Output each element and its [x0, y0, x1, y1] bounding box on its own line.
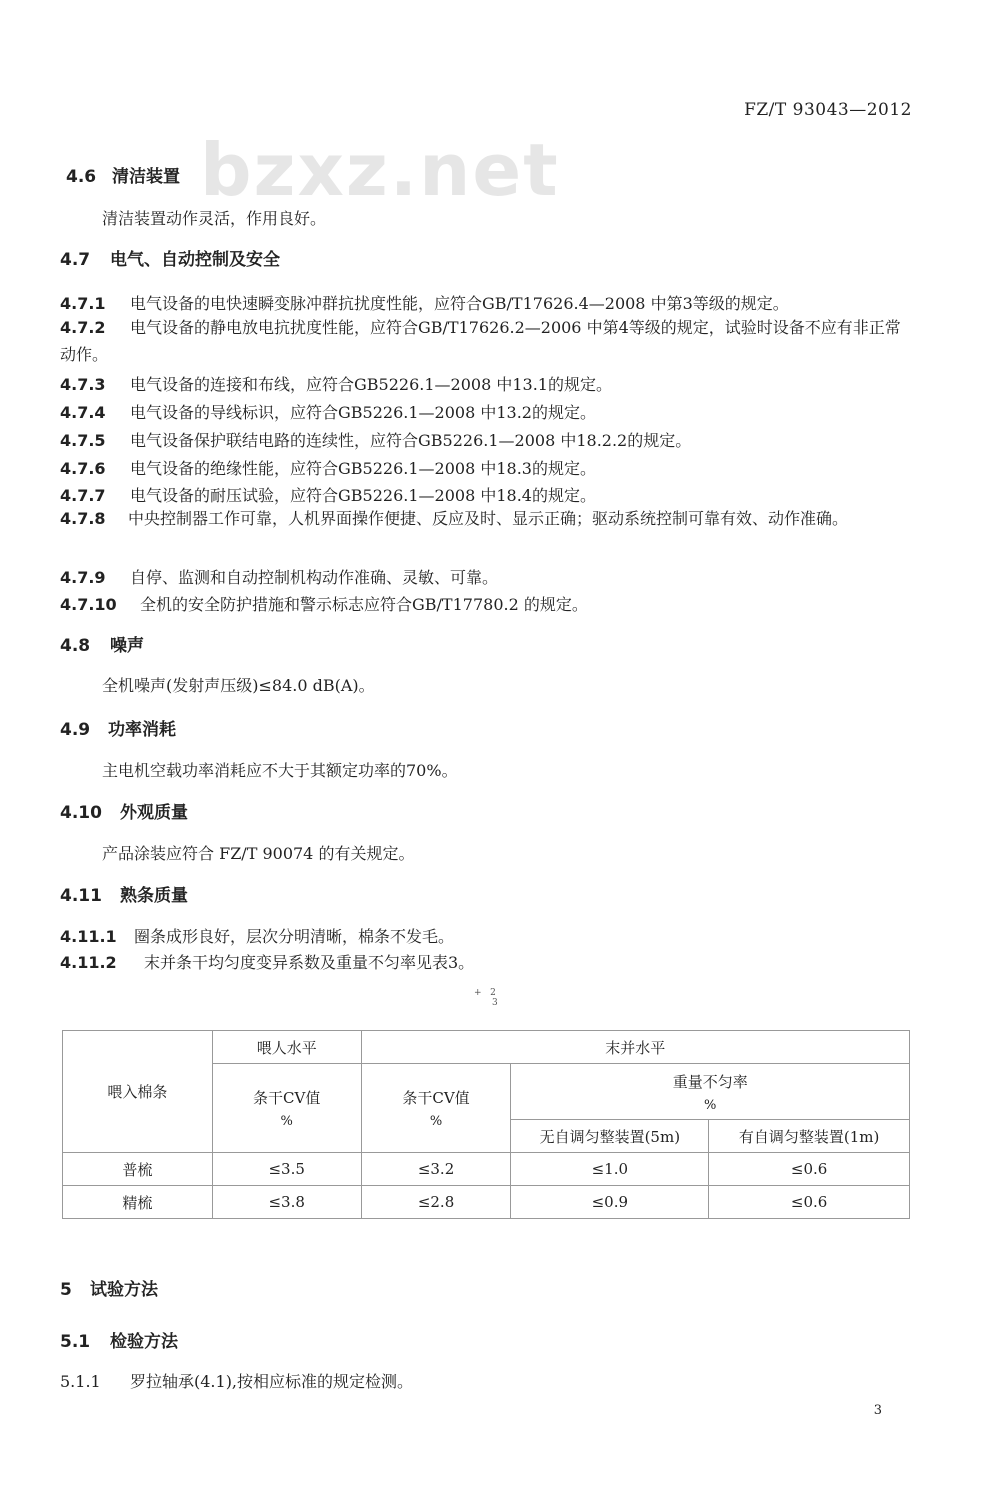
header-autoleveler: 有自调匀整装置(1m)	[709, 1120, 910, 1153]
item-number: 4.7.6	[60, 459, 106, 478]
item-text: 中央控制器工作可靠，人机界面操作便捷、反应及时、显示正确；驱动系统控制可靠有效、动作准确。	[128, 509, 849, 528]
item-number: 4.11.2	[60, 953, 117, 972]
document-code: FZ/T 93043—2012	[744, 100, 912, 120]
section-4-8-heading	[60, 631, 144, 656]
cell-cv-final: ≤3.2	[361, 1153, 511, 1186]
section-5-1-heading	[60, 1327, 178, 1352]
section-title: 功率消耗	[108, 720, 176, 740]
watermark: bzxz.net	[200, 128, 560, 212]
section-number: 4.6	[66, 167, 97, 187]
section-4-8-text: 全机噪声(发射声压级)≤84.0 dB(A)。	[102, 676, 375, 695]
section-title: 清洁装置	[112, 167, 180, 187]
header-cv-label: 条干CV值	[253, 1089, 321, 1107]
header-weight-unit: %	[704, 1097, 717, 1113]
item-text: 圈条成形良好，层次分明清晰，棉条不发毛。	[134, 927, 455, 946]
section-number: 4.11	[60, 886, 102, 906]
item-text: 电气设备的绝缘性能，应符合GB5226.1—2008 中18.3的规定。	[130, 459, 596, 478]
item-5-1-1	[60, 1369, 413, 1392]
section-4-6-text: 清洁装置动作灵活，作用良好。	[102, 209, 327, 228]
item-number: 4.7.3	[60, 375, 106, 394]
section-4-10-text: 产品涂装应符合 FZ/T 90074 的有关规定。	[102, 844, 415, 863]
section-number: 4.10	[60, 803, 102, 823]
item-4-7-8	[60, 505, 910, 532]
header-weight-unevenness	[511, 1064, 910, 1120]
section-4-10-heading	[60, 798, 188, 823]
caption-mark: +	[474, 988, 482, 998]
header-feed-level: 喂人水平	[212, 1031, 361, 1064]
cell-autoleveler: ≤0.6	[709, 1186, 910, 1219]
item-number: 4.7.7	[60, 486, 106, 505]
cell-no-autoleveler: ≤1.0	[511, 1153, 709, 1186]
item-number: 4.7.9	[60, 568, 106, 587]
item-4-7-3	[60, 372, 612, 395]
cell-cv-final: ≤2.8	[361, 1186, 511, 1219]
item-number: 4.7.10	[60, 595, 117, 614]
item-4-7-9	[60, 565, 498, 588]
item-text: 电气设备的连接和布线，应符合GB5226.1—2008 中13.1的规定。	[130, 375, 612, 394]
header-cv-unit: %	[429, 1114, 443, 1129]
section-5-heading	[60, 1275, 158, 1300]
item-number: 4.7.2	[60, 318, 106, 337]
section-4-6-heading	[66, 162, 180, 187]
page-number: 3	[873, 1403, 882, 1418]
item-4-7-10	[60, 592, 588, 615]
item-4-7-2	[60, 314, 910, 368]
section-number: 4.9	[60, 720, 91, 740]
item-text: 电气设备的耐压试验，应符合GB5226.1—2008 中18.4的规定。	[130, 486, 596, 505]
cell-cv-feed: ≤3.5	[212, 1153, 361, 1186]
header-cv-unit: %	[280, 1114, 293, 1129]
section-title: 检验方法	[110, 1332, 178, 1352]
item-text: 电气设备保护联结电路的连续性，应符合GB5226.1—2008 中18.2.2的规定。	[130, 431, 692, 450]
section-title: 试验方法	[90, 1280, 158, 1300]
item-4-11-2	[60, 950, 474, 973]
section-4-7-heading	[60, 245, 280, 270]
section-number: 5.1	[60, 1332, 91, 1352]
caption-number: 2	[490, 988, 496, 998]
item-text: 电气设备的静电放电抗扰度性能，应符合GB/T17626.2—2006 中第4等级的规定，试验时设备不应有非正常动作。	[60, 318, 901, 364]
row-name: 普梳	[63, 1153, 213, 1186]
header-final-level: 末并水平	[361, 1031, 909, 1064]
caption-index: 3	[492, 998, 498, 1008]
table-row	[63, 1153, 910, 1186]
section-number: 4.7	[60, 250, 91, 270]
item-number: 5.1.1	[60, 1372, 101, 1391]
header-cv-label: 条干CV值	[402, 1089, 470, 1107]
item-text: 全机的安全防护措施和警示标志应符合GB/T17780.2 的规定。	[140, 595, 588, 614]
item-number: 4.7.1	[60, 294, 106, 313]
item-4-7-4	[60, 400, 596, 423]
item-text: 自停、监测和自动控制机构动作准确、灵敏、可靠。	[130, 568, 499, 587]
item-number: 4.7.8	[60, 509, 106, 528]
section-title: 噪声	[110, 636, 144, 656]
section-4-9-text: 主电机空载功率消耗应不大于其额定功率的70%。	[102, 761, 458, 780]
header-feed-sliver: 喂入棉条	[63, 1031, 213, 1153]
item-text: 电气设备的电快速瞬变脉冲群抗扰度性能，应符合GB/T17626.4—2008 中第3等级的规定。	[130, 294, 789, 313]
row-name: 精梳	[63, 1186, 213, 1219]
table-caption	[474, 988, 498, 1008]
section-title: 外观质量	[120, 803, 188, 823]
section-title: 电气、自动控制及安全	[110, 250, 280, 270]
item-4-7-1	[60, 291, 789, 314]
cell-autoleveler: ≤0.6	[709, 1153, 910, 1186]
table-3	[62, 1030, 910, 1219]
header-cv-feed	[212, 1064, 361, 1153]
item-text: 罗拉轴承(4.1),按相应标准的规定检测。	[130, 1372, 414, 1391]
item-4-7-6	[60, 456, 596, 479]
item-number: 4.7.5	[60, 431, 106, 450]
item-4-7-5	[60, 428, 691, 451]
section-4-11-heading	[60, 881, 188, 906]
header-weight-label: 重量不匀率	[672, 1072, 748, 1091]
section-4-9-heading	[60, 715, 176, 740]
section-number: 4.8	[60, 636, 91, 656]
item-number: 4.7.4	[60, 403, 106, 422]
item-4-11-1	[60, 924, 454, 947]
header-no-autoleveler: 无自调匀整装置(5m)	[511, 1120, 709, 1153]
item-text: 电气设备的导线标识，应符合GB5226.1—2008 中13.2的规定。	[130, 403, 596, 422]
item-number: 4.11.1	[60, 927, 117, 946]
section-number: 5	[60, 1280, 72, 1300]
item-4-7-7	[60, 483, 596, 506]
section-title: 熟条质量	[120, 886, 188, 906]
cell-cv-feed: ≤3.8	[212, 1186, 361, 1219]
cell-no-autoleveler: ≤0.9	[511, 1186, 709, 1219]
item-text: 末并条干均匀度变异系数及重量不匀率见表3。	[144, 953, 475, 972]
header-cv-final	[361, 1064, 511, 1153]
table-row	[63, 1186, 910, 1219]
